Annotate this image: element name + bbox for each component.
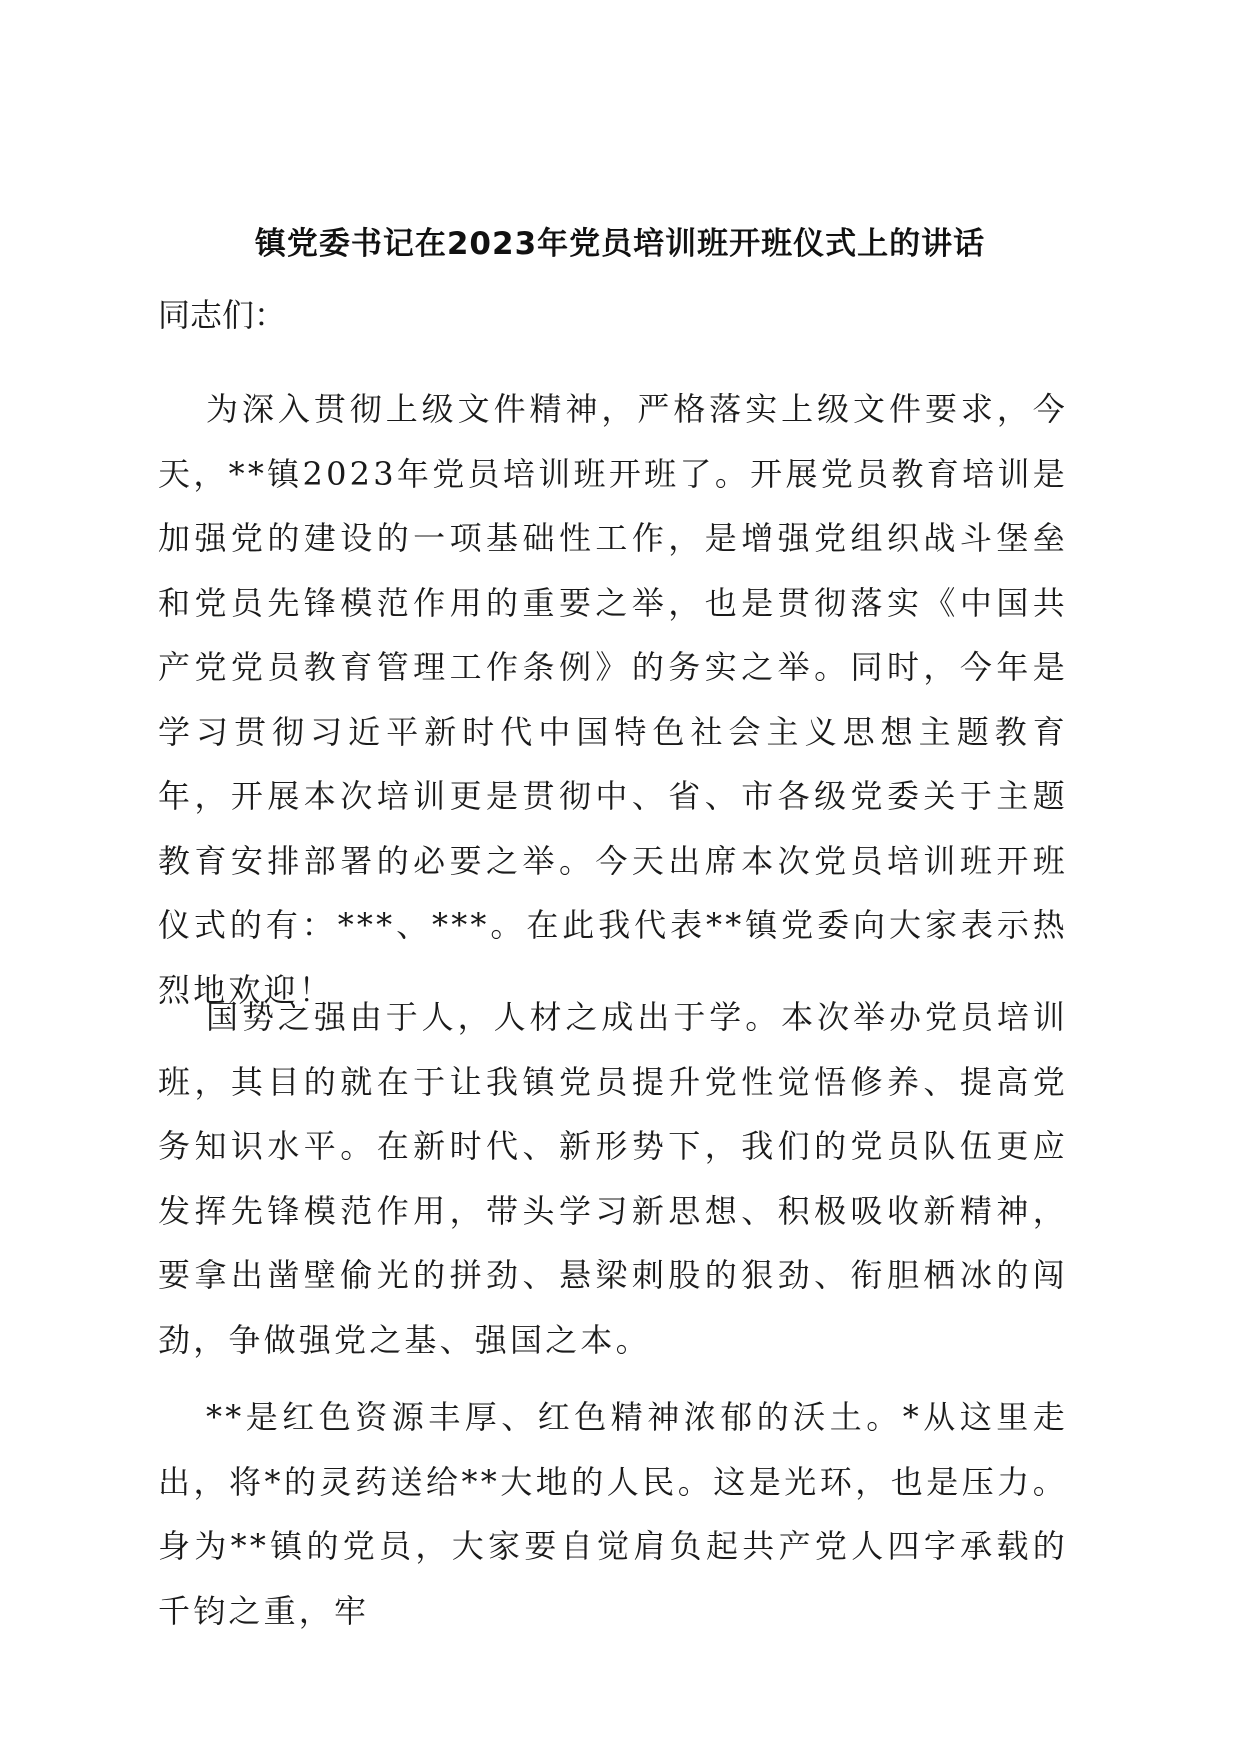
paragraph-2: 国势之强由于人，人材之成出于学。本次举办党员培训班，其目的就在于让我镇党员提升党性觉悟修养、提高党务知识水平。在新时代、新形势下，我们的党员队伍更应发挥先锋模范作用，带头学习新思想、积极吸收新精神，要拿出凿壁偷光的拼劲、悬梁刺股的狠劲、衔胆栖冰的闯劲，争做强党之基、强国之本。	[158, 998, 1068, 1359]
document-title: 镇党委书记在2023年党员培训班开班仪式上的讲话	[254, 226, 986, 262]
paragraph-3: **是红色资源丰厚、红色精神浓郁的沃土。*从这里走出，将*的灵药送给**大地的人民。这是光环，也是压力。身为**镇的党员，大家要自觉肩负起共产党人四字承载的千钧之重，牢	[158, 1398, 1068, 1630]
salutation: 同志们：	[158, 296, 287, 334]
paragraph-1: 为深入贯彻上级文件精神，严格落实上级文件要求，今天，**镇2023年党员培训班开班了。开展党员教育培训是加强党的建设的一项基础性工作，是增强党组织战斗堡垒和党员先锋模范作用的重要之举，也是贯彻落实《中国共产党党员教育管理工作条例》的务实之举。同时，今年是学习贯彻习近平新时代中国特色社会主义思想主题教育年，开展本次培训更是贯彻中、省、市各级党委关于主题教育安排部署的必要之举。今天出席本次党员培训班开班仪式的有：***、***。在此我代表**镇党委向大家表示热烈地欢迎！	[158, 390, 1068, 1009]
